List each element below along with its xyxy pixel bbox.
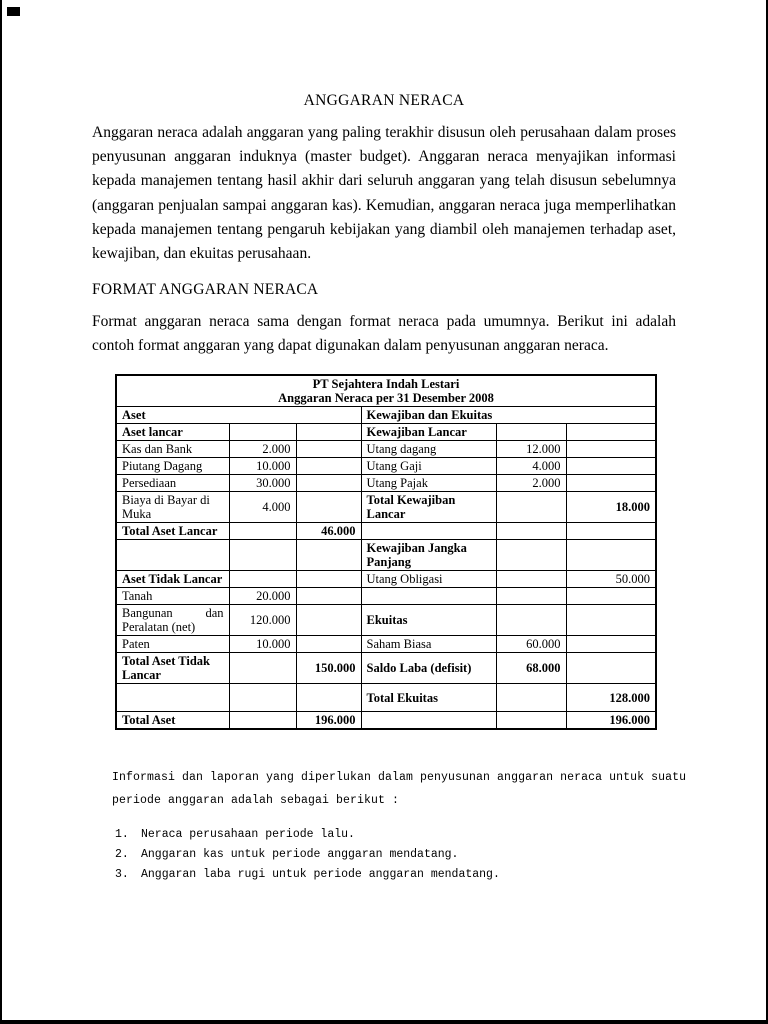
- table-cell: 50.000: [566, 571, 656, 588]
- table-cell: Paten: [116, 636, 229, 653]
- table-cell: Bangunan dan Peralatan (net): [116, 605, 229, 636]
- table-row: [116, 571, 656, 588]
- table-row: [116, 712, 656, 730]
- table-cell: Total Aset Lancar: [116, 523, 229, 540]
- table-cell: Aset Tidak Lancar: [116, 571, 229, 588]
- list-item: [115, 825, 676, 845]
- table-cell: [566, 588, 656, 605]
- kewajiban-section-header: Kewajiban dan Ekuitas: [361, 407, 656, 424]
- document-title: ANGGARAN NERACA: [303, 92, 465, 109]
- table-row: [116, 636, 656, 653]
- table-cell: [496, 684, 566, 712]
- table-cell: 30.000: [229, 475, 296, 492]
- table-cell: [496, 424, 566, 441]
- company-name: PT Sejahtera Indah Lestari: [312, 377, 460, 392]
- table-cell: [361, 523, 496, 540]
- table-cell: Tanah: [116, 588, 229, 605]
- table-row: [116, 605, 656, 636]
- table-cell: Utang Gaji: [361, 458, 496, 475]
- table-cell: [229, 424, 296, 441]
- table-title-row: [116, 375, 656, 407]
- table-cell: 150.000: [296, 653, 361, 684]
- table-cell: [566, 636, 656, 653]
- table-row: [116, 523, 656, 540]
- scan-edge-bottom: [0, 1020, 768, 1024]
- table-cell: [566, 540, 656, 571]
- table-row: [116, 441, 656, 458]
- list-item-number: 1.: [115, 828, 129, 842]
- table-row: [116, 458, 656, 475]
- table-cell: 196.000: [566, 712, 656, 730]
- table-cell: 18.000: [566, 492, 656, 523]
- table-cell: Biaya di Bayar di Muka: [116, 492, 229, 523]
- aset-section-header: Aset: [116, 407, 361, 424]
- table-cell: [229, 653, 296, 684]
- table-cell: [566, 523, 656, 540]
- table-cell: [229, 540, 296, 571]
- table-cell: [296, 588, 361, 605]
- table-cell: [566, 458, 656, 475]
- table-row: [116, 492, 656, 523]
- page-content: [92, 0, 687, 885]
- table-cell: 128.000: [566, 684, 656, 712]
- table-cell: Saldo Laba (defisit): [361, 653, 496, 684]
- table-cell: [229, 684, 296, 712]
- table-cell: Utang dagang: [361, 441, 496, 458]
- table-cell: 68.000: [496, 653, 566, 684]
- table-cell: [116, 684, 229, 712]
- table-title-cell: [116, 375, 656, 407]
- table-cell: Aset lancar: [116, 424, 229, 441]
- balance-sheet-table: [115, 374, 657, 730]
- table-cell: [361, 712, 496, 730]
- table-cell: [296, 492, 361, 523]
- section-heading: FORMAT ANGGARAN NERACA: [92, 281, 319, 299]
- table-cell: [296, 571, 361, 588]
- table-cell: [229, 571, 296, 588]
- table-cell: 12.000: [496, 441, 566, 458]
- table-cell: [566, 475, 656, 492]
- table-cell: Total Kewajiban Lancar: [361, 492, 496, 523]
- table-row: [116, 684, 656, 712]
- list-item: [115, 865, 676, 885]
- table-cell: Kas dan Bank: [116, 441, 229, 458]
- table-cell: [361, 588, 496, 605]
- table-cell: Total Aset: [116, 712, 229, 730]
- footer-intro: Informasi dan laporan yang diperlukan dalam penyusunan anggaran neraca untuk suatu periode anggaran adalah sebagai berikut :: [112, 771, 687, 808]
- table-cell: [229, 523, 296, 540]
- list-item-text: Anggaran laba rugi untuk periode anggaran mendatang.: [141, 868, 500, 882]
- table-cell: [496, 523, 566, 540]
- table-cell: 196.000: [296, 712, 361, 730]
- table-cell: [566, 653, 656, 684]
- list-item: [115, 845, 676, 865]
- table-cell: Persediaan: [116, 475, 229, 492]
- table-cell: [496, 540, 566, 571]
- table-cell: 10.000: [229, 636, 296, 653]
- table-cell: Total Ekuitas: [361, 684, 496, 712]
- scan-edge-left: [0, 0, 2, 1024]
- table-row: [116, 424, 656, 441]
- table-cell: [296, 605, 361, 636]
- table-cell: [296, 424, 361, 441]
- table-cell: [566, 441, 656, 458]
- table-cell: [566, 605, 656, 636]
- table-cell: 2.000: [496, 475, 566, 492]
- table-cell: Utang Pajak: [361, 475, 496, 492]
- table-cell: [296, 636, 361, 653]
- table-row: [116, 540, 656, 571]
- table-row: [116, 475, 656, 492]
- table-cell: 46.000: [296, 523, 361, 540]
- table-cell: [296, 540, 361, 571]
- table-cell: Saham Biasa: [361, 636, 496, 653]
- intro-paragraph: Anggaran neraca adalah anggaran yang paling terakhir disusun oleh perusahaan dalam proses penyusunan anggaran induknya (master budget). Anggaran neraca menyajikan informasi kepada manajemen tentang hasil akhir dari seluruh anggaran yang telah disusun sebelumnya (anggaran penjualan sampai anggaran kas). Kemudian, anggaran neraca juga memperlihatkan kepada manajemen tentang pengaruh kebijakan yang diambil oleh manajemen terhadap aset, kewajiban, dan ekuitas perusahaan.: [92, 124, 676, 262]
- table-row: [116, 588, 656, 605]
- table-cell: Kewajiban Lancar: [361, 424, 496, 441]
- statement-title: Anggaran Neraca per 31 Desember 2008: [278, 391, 494, 406]
- table-cell: [296, 684, 361, 712]
- table-cell: Total Aset Tidak Lancar: [116, 653, 229, 684]
- table-cell: Ekuitas: [361, 605, 496, 636]
- table-row: [116, 653, 656, 684]
- table-cell: [496, 492, 566, 523]
- list-item-number: 3.: [115, 868, 129, 882]
- table-cell: [296, 441, 361, 458]
- table-cell: [496, 712, 566, 730]
- table-cell: [296, 458, 361, 475]
- table-cell: [229, 712, 296, 730]
- table-cell: [566, 424, 656, 441]
- table-cell: Utang Obligasi: [361, 571, 496, 588]
- table-cell: [496, 588, 566, 605]
- list-item-text: Neraca perusahaan periode lalu.: [141, 828, 355, 842]
- scan-corner-mark: [7, 7, 20, 16]
- format-paragraph: Format anggaran neraca sama dengan format neraca pada umumnya. Berikut ini adalah contoh format anggaran yang dapat digunakan dalam penyusunan anggaran neraca.: [92, 313, 676, 355]
- table-cell: [496, 605, 566, 636]
- table-cell: 2.000: [229, 441, 296, 458]
- numbered-list: [115, 825, 676, 885]
- table-cell: 120.000: [229, 605, 296, 636]
- table-cell: [296, 475, 361, 492]
- table-cell: Piutang Dagang: [116, 458, 229, 475]
- table-cell: 10.000: [229, 458, 296, 475]
- table-cell: [496, 571, 566, 588]
- table-cell: 4.000: [496, 458, 566, 475]
- table-cell: 20.000: [229, 588, 296, 605]
- section-header-row: [116, 407, 656, 424]
- table-cell: Kewajiban Jangka Panjang: [361, 540, 496, 571]
- table-cell: 4.000: [229, 492, 296, 523]
- table-cell: 60.000: [496, 636, 566, 653]
- table-cell: [116, 540, 229, 571]
- list-item-number: 2.: [115, 848, 129, 862]
- list-item-text: Anggaran kas untuk periode anggaran mendatang.: [141, 848, 459, 862]
